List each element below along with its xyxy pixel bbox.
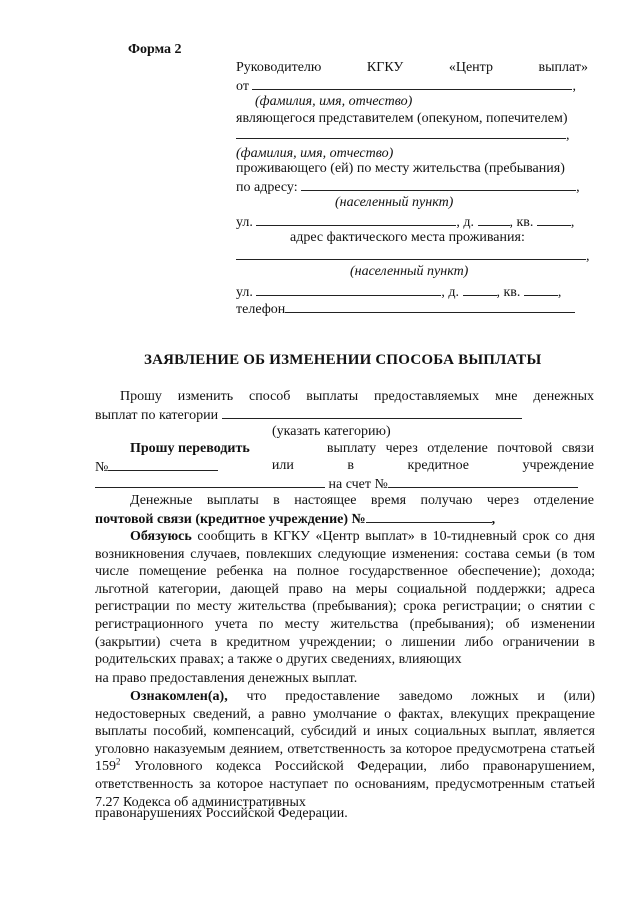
street-field-1[interactable] (256, 213, 456, 226)
recipient-word-4: выплат» (538, 60, 588, 75)
settlement-hint-1: (населенный пункт) (335, 195, 454, 210)
account-number-field[interactable] (388, 475, 578, 488)
from-prefix: от (236, 79, 249, 94)
transfer-line-3: на счет № (95, 475, 578, 493)
apartment-field-2[interactable] (524, 283, 558, 296)
representative-text: являющегося представителем (опекуном, попечителем) (236, 111, 568, 126)
actual-address-line: , (236, 247, 590, 265)
obligation-paragraph: Обязуюсь сообщить в КГКУ «Центр выплат» в 10-тидневный срок со дня возникновения случаев, повлекших следующие изменения: состава семьи (в том числе помещение ребенка на полное государственное обеспечение); дохода; льготной категории, дающей право на меры социальной поддержки; адреса регистрации по месту жительства (пребывания); срока регистрации; о снятии с регистрационного учета по месту жительства (пребывания); об изменении (закрытии) счета в кредитном учреждении; о лишении либо ограничении в родительских правах; а также о других сведениях, влияющих (95, 529, 595, 668)
current-method-number-field[interactable] (366, 510, 492, 523)
from-name-field[interactable] (252, 77, 572, 90)
phone-line: телефон (236, 300, 575, 318)
recipient-word-2: КГКУ (366, 60, 404, 75)
representative-line: , (236, 126, 570, 144)
category-field[interactable] (222, 406, 522, 419)
category-hint: (указать категорию) (272, 424, 391, 439)
current-method-line-2: почтовой связи (кредитное учреждение) № , (95, 512, 496, 527)
street-field-2[interactable] (256, 283, 441, 296)
from-line: от , (236, 79, 576, 94)
street-line-1: ул. , д. , кв. , (236, 215, 575, 230)
phone-field[interactable] (285, 300, 575, 313)
document-title: ЗАЯВЛЕНИЕ ОБ ИЗМЕНЕНИИ СПОСОБА ВЫПЛАТЫ (144, 352, 542, 368)
transfer-bold: Прошу переводить (130, 441, 250, 456)
fio-hint-2: (фамилия, имя, отчество) (236, 146, 394, 161)
recipient-word-3: «Центр (448, 60, 493, 75)
post-office-number-field[interactable] (108, 458, 218, 471)
settlement-hint-2: (населенный пункт) (350, 264, 469, 279)
request-line-1: Прошу изменить способ выплаты предоставляемых мне денежных (120, 389, 594, 404)
recipient-word-1: Руководителю (236, 60, 322, 75)
street-line-2: ул. , д. , кв. , (236, 285, 562, 300)
apartment-field-1[interactable] (537, 213, 571, 226)
fio-hint-1: (фамилия, имя, отчество) (255, 94, 413, 109)
obligation-last-line: на право предоставления денежных выплат. (95, 671, 358, 686)
house-field-2[interactable] (463, 283, 497, 296)
acknowledgment-last-line: правонарушениях Российской Федерации. (95, 806, 348, 821)
credit-institution-field[interactable] (95, 475, 325, 488)
actual-address-text: адрес фактического места проживания: (290, 230, 525, 245)
residing-text: проживающего (ей) по месту жительства (пребывания) (236, 161, 565, 176)
transfer-rest: выплату через отделение почтовой связи (326, 441, 594, 456)
request-line-2: выплат по категории (95, 406, 522, 424)
transfer-line-1 (130, 441, 594, 457)
recipient-line (236, 60, 588, 76)
representative-name-field[interactable] (236, 126, 566, 139)
address-line: по адресу: , (236, 180, 580, 195)
actual-address-field[interactable] (236, 247, 586, 260)
form-label: Форма 2 (128, 42, 182, 57)
house-field-1[interactable] (478, 213, 510, 226)
transfer-line-2: № или в кредитное учреждение (95, 458, 594, 475)
address-field[interactable] (301, 178, 576, 191)
acknowledgment-paragraph: Ознакомлен(а), что предоставление заведомо ложных и (или) недостоверных сведений, а равно умолчание о фактах, влекущих прекращение выплаты пособий, компенсаций, субсидий и иных социальных выплат, является уголовно наказуемым деянием, ответственность за которое предусмотрена статьей $159^2$ Уголовного кодекса Российской Федерации, либо правонарушением, ответственность за которое наступает по основаниям, предусмотренным статьей 7.27 Кодекса об административных (95, 689, 595, 810)
current-method-line-1: Денежные выплаты в настоящее время получаю через отделение (130, 493, 594, 508)
